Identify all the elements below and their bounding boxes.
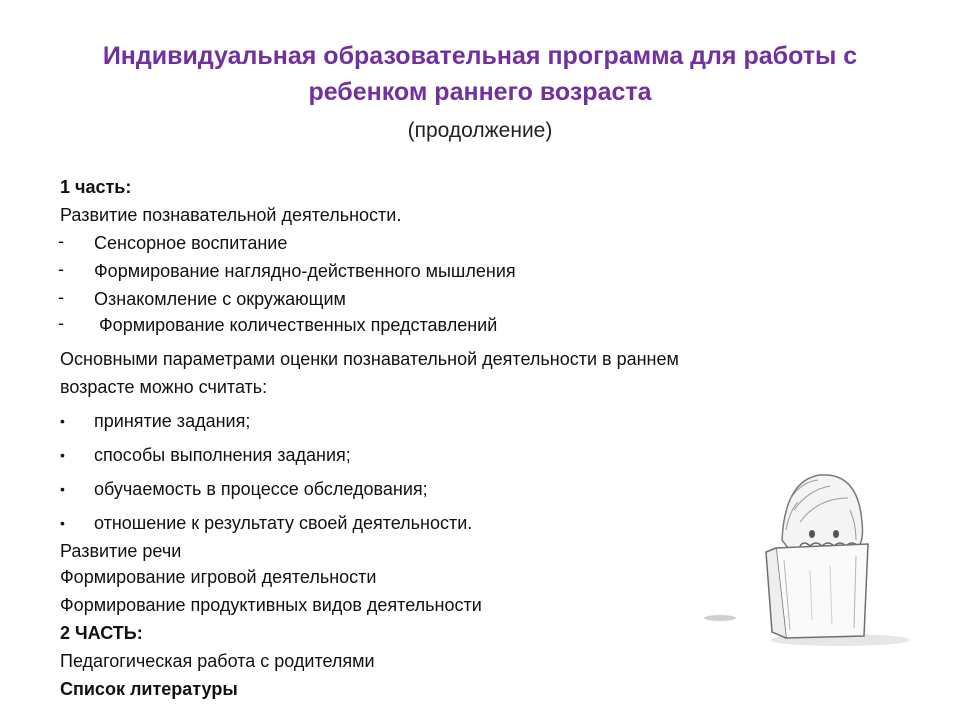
params-intro-line-1: Основными параметрами оценки познавательной деятельности в раннем: [60, 349, 679, 369]
part2-heading: 2 ЧАСТЬ:: [60, 623, 143, 643]
productive-activity: Формирование продуктивных видов деятельности: [60, 595, 482, 615]
bullet-list-item-text: способы выполнения задания;: [94, 445, 351, 465]
dash-marker: -: [58, 287, 64, 307]
cognitive-development: Развитие познавательной деятельности.: [60, 205, 402, 225]
child-in-bag-sketch-icon: [690, 440, 920, 660]
play-activity: Формирование игровой деятельности: [60, 567, 377, 587]
bullet-list-item-text: принятие задания;: [94, 411, 251, 431]
bullet-list-item-text: обучаемость в процессе обследования;: [94, 479, 428, 499]
work-with-parents: Педагогическая работа с родителями: [60, 651, 375, 671]
bullet-list-item-text: отношение к результату своей деятельности.: [94, 513, 473, 533]
slide-title-line-1: Индивидуальная образовательная программа для работы с: [102, 42, 858, 70]
dash-list-item-text: Формирование количественных представлений: [94, 315, 498, 335]
bullet-marker: •: [60, 447, 65, 463]
dash-marker: -: [58, 259, 64, 279]
dash-list-item-text: Сенсорное воспитание: [94, 233, 288, 253]
dash-marker: -: [58, 313, 64, 333]
dash-list-item-text: Формирование наглядно-действенного мышления: [94, 261, 516, 281]
references-heading: Список литературы: [60, 679, 238, 699]
dash-marker: -: [58, 231, 64, 251]
bullet-marker: •: [60, 481, 65, 497]
slide-subtitle: (продолжение): [407, 119, 553, 142]
bullet-marker: •: [60, 413, 65, 429]
part1-heading: 1 часть:: [60, 177, 132, 197]
speech-development: Развитие речи: [60, 541, 182, 561]
slide-title-line-2: ребенком раннего возраста: [308, 78, 652, 106]
dash-list-item-text: Ознакомление с окружающим: [94, 289, 346, 309]
bullet-marker: •: [60, 515, 65, 531]
params-intro-line-2: возрасте можно считать:: [60, 377, 268, 397]
